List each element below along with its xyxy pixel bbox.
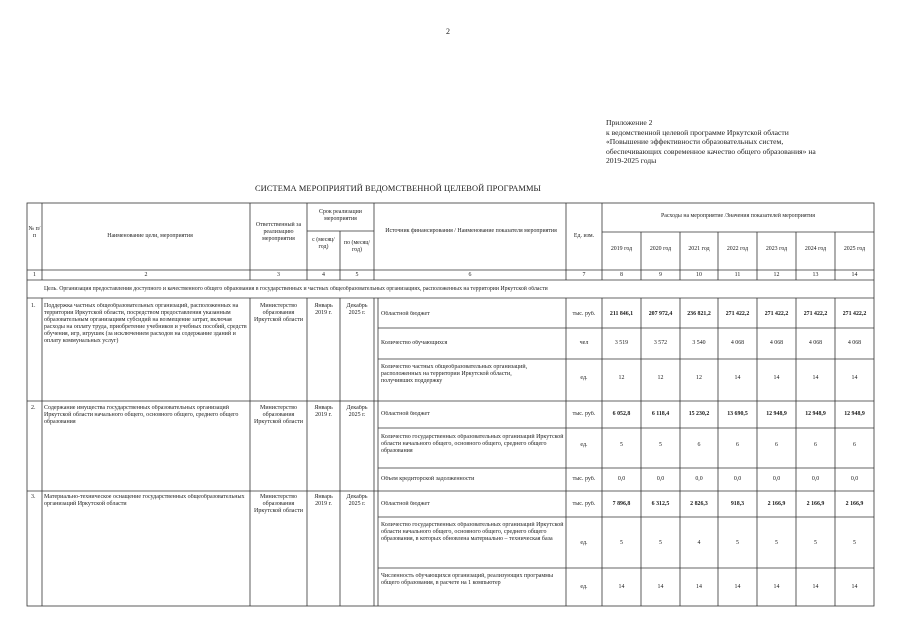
value-cell: 12: [657, 375, 664, 381]
measure-name: Поддержка частных общеобразовательных организаций, расположенных на территории Иркутской области, посредством предоставления указанным образовательным организациям субсидий на возмещение затрат, включая расходы на оплату труда, приобретение учебников и учебных пособий, средств обучения, игр, игрушек (за исключением расходов на содержание зданий и оплату коммунальных услуг): [44, 303, 247, 345]
value-cell: 5: [659, 540, 662, 546]
column-number: 4: [322, 272, 325, 278]
measure-responsible: Министерство образования Иркутской области: [254, 405, 303, 426]
value-cell: 5: [620, 442, 623, 448]
header-year: 2023 год: [765, 246, 788, 252]
column-number: 3: [277, 272, 280, 278]
header-term-to: по (месяц/ год): [343, 240, 371, 253]
indicator-label: Объем кредиторской задолженности: [381, 476, 475, 482]
value-cell: 4 068: [808, 340, 823, 346]
value-cell: 6: [775, 442, 778, 448]
value-cell: 14: [851, 375, 858, 381]
value-cell: 3 572: [653, 340, 668, 346]
value-cell: 4 068: [847, 340, 862, 346]
header-year: 2024 год: [804, 246, 827, 252]
value-cell: 271 422,2: [842, 311, 867, 317]
value-cell: 0,0: [656, 476, 665, 482]
value-cell: 271 422,2: [764, 311, 789, 317]
column-number: 14: [851, 272, 858, 278]
column-number: 5: [355, 272, 359, 278]
indicator-label: Областной бюджет: [381, 501, 430, 507]
value-cell: 4 068: [769, 340, 784, 346]
measure-from: Январь 2019 г.: [314, 494, 333, 508]
value-cell: 271 422,2: [803, 311, 828, 317]
indicator-label: Количество обучающихся: [381, 340, 448, 346]
column-number: 1: [33, 272, 36, 278]
column-number: 7: [582, 272, 586, 278]
value-cell: 2 166,9: [767, 501, 786, 507]
indicator-label: Количество государственных образовательных организаций Иркутской области начального общего, основного общего, среднего общего образования: [381, 434, 564, 455]
appendix-line: «Повышение эффективности образовательных систем,: [606, 137, 784, 147]
measure-to: Декабрь 2025 г.: [346, 405, 368, 419]
indicator-unit: тыс. руб.: [572, 311, 596, 317]
value-cell: 12: [696, 375, 702, 381]
measure-num: 1.: [31, 303, 36, 309]
header-year: 2025 год: [843, 246, 866, 252]
header-year: 2021 год: [688, 246, 710, 252]
appendix-line: обеспечивающих современное качество общего образования» на: [606, 146, 816, 156]
column-number: 11: [734, 272, 741, 278]
value-cell: 2 166,9: [806, 501, 825, 507]
value-cell: 14: [618, 584, 625, 590]
indicator-unit: ед.: [580, 584, 588, 590]
value-cell: 6 052,8: [612, 411, 631, 417]
indicator-label: Областной бюджет: [381, 311, 430, 317]
value-cell: 6: [853, 442, 856, 448]
column-number: 13: [812, 272, 819, 278]
value-cell: 14: [734, 584, 741, 590]
column-number: 10: [696, 272, 702, 278]
indicator-unit: тыс. руб.: [572, 411, 596, 417]
value-cell: 211 846,1: [609, 311, 634, 317]
value-cell: 4: [697, 540, 701, 546]
value-cell: 918,3: [730, 501, 745, 507]
measure-name: Содержание имущества государственных образовательных организаций Иркутской области начального общего, основного общего, среднего общего образования: [44, 405, 239, 426]
value-cell: 14: [773, 375, 780, 381]
value-cell: 12 948,9: [766, 411, 787, 417]
value-cell: 6: [697, 442, 701, 448]
value-cell: 14: [657, 584, 664, 590]
appendix-line: 2019-2025 годы: [606, 156, 657, 166]
value-cell: 12 948,9: [805, 411, 826, 417]
measure-responsible: Министерство образования Иркутской области: [254, 303, 303, 324]
indicator-label: Областной бюджет: [381, 411, 430, 417]
value-cell: 0,0: [772, 476, 781, 482]
header-year: 2022 год: [726, 246, 749, 252]
column-number: 6: [468, 272, 472, 278]
goal-row: Цель. Организация предоставления доступного и качественного общего образования в государственных и частных общеобразовательных организациях, расположенных на территории Иркутской области: [44, 286, 548, 292]
column-number: 2: [144, 272, 148, 278]
value-cell: 0,0: [695, 476, 703, 482]
measure-num: 3.: [31, 494, 36, 500]
indicator-unit: ед.: [580, 540, 588, 546]
value-cell: 0,0: [811, 476, 820, 482]
measure-responsible: Министерство образования Иркутской области: [254, 494, 303, 515]
appendix-line: Приложение 2: [606, 118, 653, 127]
column-number: 12: [773, 272, 780, 278]
value-cell: 7 896,8: [612, 501, 631, 507]
value-cell: 14: [812, 375, 819, 381]
value-cell: 207 972,4: [648, 311, 673, 317]
value-cell: 4 068: [730, 340, 745, 346]
header-source: Источник финансирования / Наименование показателя мероприятия: [385, 228, 557, 234]
indicator-unit: ед.: [580, 442, 588, 448]
measure-from: Январь 2019 г.: [314, 405, 333, 419]
indicator-label: Количество частных общеобразовательных организаций, расположенных на территории Иркутской области, получивших поддержку: [381, 364, 528, 385]
value-cell: 6: [814, 442, 817, 448]
indicator-unit: чел: [579, 340, 589, 346]
header-year: 2020 год: [649, 246, 672, 252]
measure-from: Январь 2019 г.: [314, 303, 333, 317]
column-number: 8: [620, 272, 623, 278]
header-unit: Ед. изм.: [573, 233, 595, 239]
header-term: Срок реализации мероприятия: [319, 209, 362, 222]
value-cell: 6 118,4: [651, 411, 670, 417]
value-cell: 12: [618, 375, 625, 381]
header-name: Наименование цели, мероприятия: [107, 233, 193, 239]
value-cell: 2 826,3: [690, 501, 708, 507]
header-term-from: с (месяц/ год): [312, 237, 335, 250]
header-num: № п/п: [28, 226, 41, 239]
indicator-label: Численность обучающихся организаций, реализующих программы общего образования, в расчете на 1 компьютер: [381, 573, 553, 587]
value-cell: 14: [851, 584, 858, 590]
document-title: СИСТЕМА МЕРОПРИЯТИЙ ВЕДОМСТВЕННОЙ ЦЕЛЕВОЙ ПРОГРАММЫ: [255, 184, 541, 193]
value-cell: 14: [812, 584, 819, 590]
value-cell: 14: [696, 584, 702, 590]
value-cell: 15 230,2: [688, 411, 710, 417]
measure-num: 2.: [31, 405, 36, 411]
value-cell: 3 540: [692, 340, 706, 346]
value-cell: 6: [736, 442, 739, 448]
header-responsible: Ответственный за реализацию мероприятия: [255, 222, 302, 242]
measure-to: Декабрь 2025 г.: [346, 303, 368, 317]
value-cell: 5: [775, 540, 778, 546]
value-cell: 14: [734, 375, 741, 381]
value-cell: 13 690,5: [727, 411, 748, 417]
value-cell: 12 948,9: [844, 411, 865, 417]
value-cell: 5: [620, 540, 623, 546]
value-cell: 0,0: [617, 476, 626, 482]
value-cell: 2 166,9: [845, 501, 864, 507]
indicator-unit: тыс. руб.: [572, 501, 596, 507]
value-cell: 0,0: [850, 476, 859, 482]
indicator-label: Количество государственных образовательных организаций Иркутской области начального общего, основного общего, среднего общего образования, в которых обновлена материально – техническая база: [381, 522, 564, 543]
value-cell: 3 519: [614, 340, 629, 346]
value-cell: 6 312,5: [651, 501, 670, 507]
measure-name: Материально-техническое оснащение государственных общеобразовательных организаций Иркутской области: [44, 494, 245, 508]
value-cell: 5: [659, 442, 662, 448]
measure-to: Декабрь 2025 г.: [346, 494, 368, 508]
column-number: 9: [659, 272, 662, 278]
value-cell: 14: [773, 584, 780, 590]
header-year: 2019 год: [610, 246, 633, 252]
indicator-unit: тыс. руб.: [572, 476, 596, 482]
appendix-line: к ведомственной целевой программе Иркутской области: [606, 127, 789, 137]
value-cell: 271 422,2: [725, 311, 750, 317]
header-expenses: Расходы на мероприятие /Значения показателей мероприятия: [660, 213, 816, 219]
value-cell: 236 821,2: [687, 311, 711, 317]
page-number: 2: [446, 27, 450, 36]
value-cell: 5: [853, 540, 856, 546]
value-cell: 5: [736, 540, 739, 546]
indicator-unit: ед.: [580, 375, 588, 381]
value-cell: 0,0: [733, 476, 742, 482]
value-cell: 5: [814, 540, 817, 546]
